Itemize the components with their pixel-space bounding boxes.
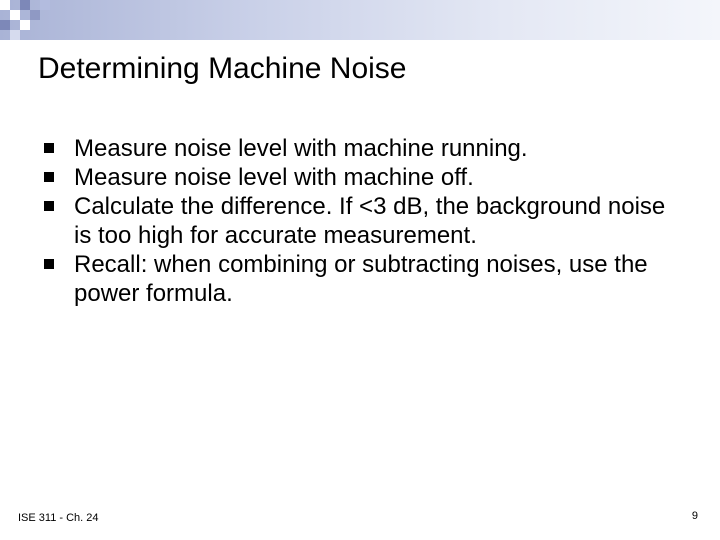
- bullet-item: [44, 192, 684, 250]
- page-number: 9: [691, 510, 698, 522]
- bullet-list: [44, 134, 684, 308]
- footer-course-label: ISE 311 - Ch. 24: [18, 512, 99, 524]
- header-decorative-band: [0, 0, 720, 40]
- band-square: [20, 0, 30, 10]
- bullet-item: [44, 250, 684, 308]
- bullet-item: [44, 134, 684, 163]
- bullet-item: [44, 163, 684, 192]
- bullet-text: Calculate the difference. If <3 dB, the background noise is too high for accurate measurement.: [74, 193, 666, 249]
- square-bullet-icon: [44, 143, 54, 153]
- bullet-text: Measure noise level with machine off.: [74, 164, 474, 191]
- band-square: [10, 10, 20, 20]
- square-bullet-icon: [44, 172, 54, 182]
- band-square: [20, 20, 30, 30]
- square-bullet-icon: [44, 201, 54, 211]
- slide-title: Determining Machine Noise: [38, 52, 407, 85]
- band-square: [40, 0, 50, 10]
- square-bullet-icon: [44, 259, 54, 269]
- band-square: [10, 30, 20, 40]
- band-square: [0, 0, 10, 10]
- band-square: [30, 10, 40, 20]
- band-square: [0, 20, 10, 30]
- bullet-text: Measure noise level with machine running.: [74, 135, 528, 162]
- bullet-text: Recall: when combining or subtracting noises, use the power formula.: [74, 251, 648, 307]
